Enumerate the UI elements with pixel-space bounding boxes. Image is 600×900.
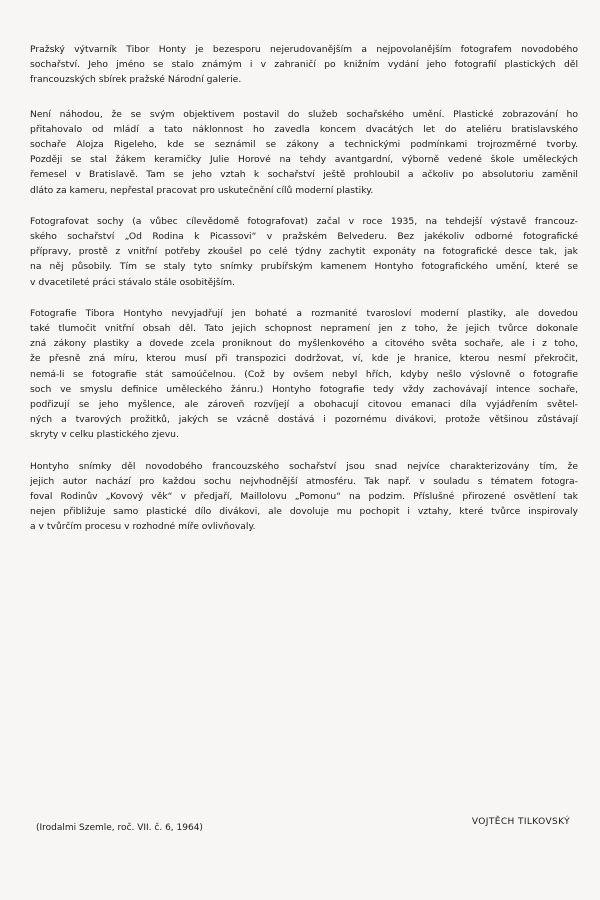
text-line: soch ve smyslu definice uměleckého žánru.) Hontyho fotografie tedy vždy zachovávají intence sochaře, [30,383,578,395]
paragraph-2 [30,107,578,198]
text-line: na něj působily. Tím se staly tyto snímky prubířským kamenem Hontyho fotografického umění, které se [30,261,578,273]
paragraph-5 [30,459,578,535]
text-line: ných a tvarových prožitků, jakých se vzácně dostává i pozornému divákovi, protože většinou zůstávají [30,414,578,426]
text-line: nejen přibližuje samo plastické dílo divákovi, ale dovoluje mu pochopit i vztahy, které tvůrce inspirovaly [30,506,578,518]
text-line: skryty v celku plastického zjevu. [30,429,179,441]
text-line: přitahovalo od mládí a tato náklonnost ho zavedla koncem dvacátých let do ateliéru bratislavského [30,123,578,135]
text-line: a v tvůrčím procesu v rozhodné míře ovlivňovaly. [30,521,256,533]
text-line: Fotografie Tibora Hontyho nevyjadřují jen bohaté a rozmanité tvarosloví moderní plastiky, ale dovedou [30,307,578,319]
text-line: Fotografovat sochy (a vůbec cílevědomě fotografovat) začal v roce 1935, na tehdejší výstavě francouz- [30,215,578,227]
text-line: sochaře Alojza Rigeleho, kde se seznámil se zákony a technickými podmínkami trojrozměrné tvorby. [30,139,578,151]
paragraph-1 [30,42,578,88]
author-name: VOJTĚCH TILKOVSKÝ [471,817,570,827]
text-line: Hontyho snímky děl novodobého francouzského sochařství jsou snad nejvíce charakterizovány tím, že [30,460,578,472]
text-line: také tlumočit vnitřní obsah děl. Tato jejich schopnost nepramení jen z toho, že jejich tvůrce dokonale [30,323,578,335]
text-line: ského sochařství „Od Rodina k Picassovi“ v pražském Belvederu. Bez jakékoliv odborné fotografické [30,231,578,243]
text-line: zná zákony plastiky a dovede zcela proniknout do myšlenkového a citového světa sochaře, ale i z toho, [30,338,578,350]
text-line: podřizují se jeho myšlence, ale zároveň rozvíjejí a obohacují citovou emanaci díla vyjádřením světel- [30,399,578,411]
paragraph-3 [30,214,578,290]
paragraph-4 [30,306,578,443]
source-citation: (Irodalmi Szemle, roč. VII. č. 6, 1964) [36,823,203,833]
text-line: jejich autor nachází pro každou sochu nejvhodnější atmosféru. Tak např. v souladu s tématem fotogra- [30,475,578,487]
text-line: že přesně zná míru, kterou musí při transpozici dodržovat, ví, kde je hranice, kterou nesmí překročit, [30,353,578,365]
text-line: francouzských sbírek pražské Národní galerie. [30,74,242,86]
text-line: přípravy, prostě z vnitřní potřeby zkoušel po celé týdny zachytit exponáty na fotografické desce tak, jak [30,246,578,258]
text-line: foval Rodinův „Kovový věk“ v předjaří, Maillolovu „Pomonu“ na podzim. Příslušné přirozené osvětlení tak [30,491,578,503]
text-line: Pražský výtvarník Tibor Honty je bezesporu nejerudovanějším a nejpovolanějším fotografem novodobého [30,44,578,55]
text-line: Není náhodou, že se svým objektivem postavil do služeb sochařského umění. Plastické zobrazování ho [30,108,578,120]
text-line: sochařství. Jeho jméno se stalo známým i v zahraničí po knižním vydání jeho fotografií plastických děl [30,59,578,71]
text-line: řemesel v Bratislavě. Tam se jeho vztah k sochařství ještě prohloubil a ačkoliv po absolutoriu zaměnil [30,169,578,181]
text-line: dláto za kameru, nepřestal pracovat pro uskutečnění cílů moderní plastiky. [30,184,374,196]
article-body [30,42,578,535]
text-line: Později se stal žákem keramičky Julie Horové na tehdy avantgardní, výborně vedené škole uměleckých [30,154,578,166]
text-line: v dvacetileté práci stávalo stále osobitějším. [30,276,236,288]
text-line: nemá-li se fotografie stát samoúčelnou. (Což by ovšem nebyl hřích, kdyby nešlo výslovně o fotografie [30,368,578,380]
